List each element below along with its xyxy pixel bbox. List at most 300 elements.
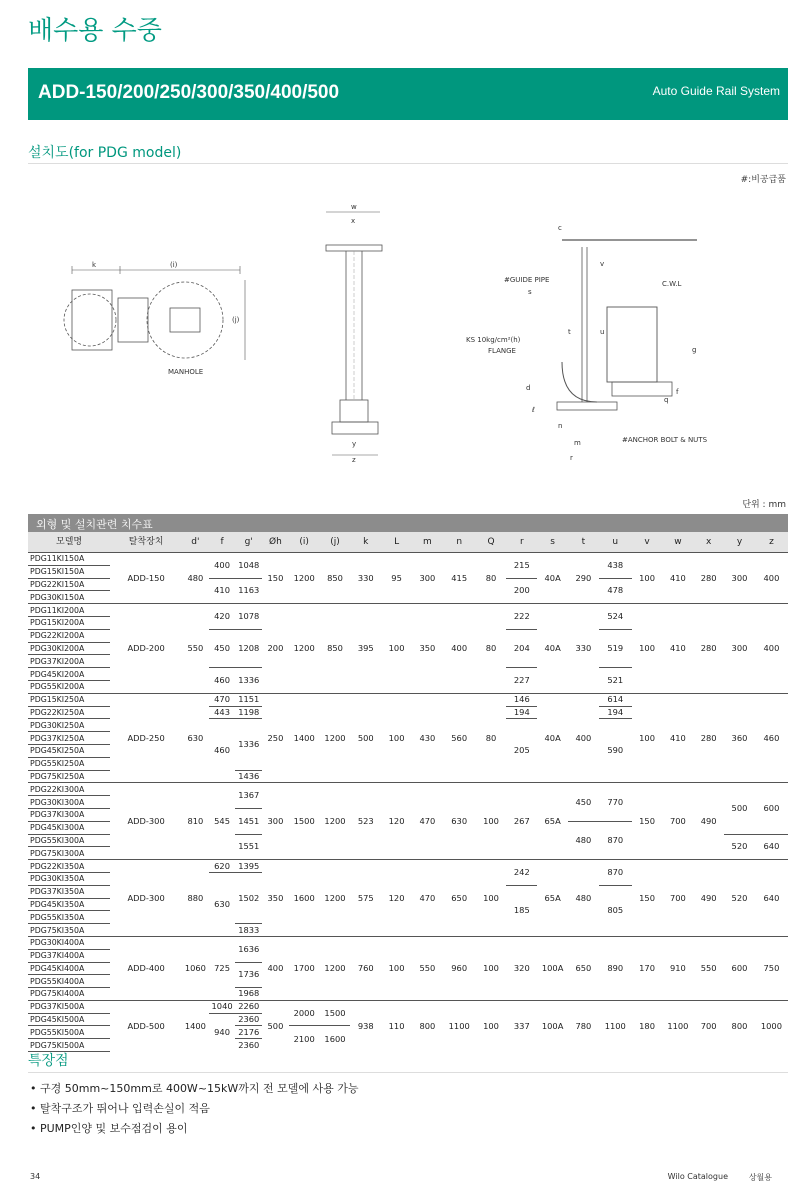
value-cell-f: 410 bbox=[214, 585, 230, 596]
system-name: Auto Guide Rail System bbox=[652, 84, 780, 98]
value-cell-d: 630 bbox=[182, 693, 209, 783]
value-cell-z: 600 bbox=[755, 783, 788, 834]
value-cell-i: 2100 bbox=[293, 1033, 315, 1044]
column-header: n bbox=[443, 532, 476, 553]
column-header: g' bbox=[235, 532, 262, 553]
value-cell-u: 770 bbox=[599, 783, 632, 821]
value-cell-u: 890 bbox=[599, 936, 632, 1000]
value-cell-v: 150 bbox=[632, 860, 663, 937]
label-flange: FLANGE bbox=[488, 347, 516, 355]
value-cell-n: 400 bbox=[443, 604, 476, 694]
value-cell-u: 478 bbox=[607, 585, 624, 596]
model-name-cell: PDG37KI500A bbox=[28, 1000, 110, 1013]
value-cell-k: 575 bbox=[350, 860, 381, 937]
value-cell-L: 100 bbox=[381, 604, 412, 694]
value-cell-g: 1336 bbox=[235, 719, 262, 770]
value-cell-u: 438 bbox=[599, 553, 632, 579]
value-cell-g: 1151 bbox=[235, 693, 262, 706]
value-cell-L: 100 bbox=[381, 693, 412, 783]
value-cell-g: 1451 bbox=[235, 808, 262, 834]
value-cell-y: 300 bbox=[724, 604, 755, 694]
value-cell-z: 400 bbox=[755, 553, 788, 604]
value-cell-j: 1200 bbox=[320, 693, 351, 783]
label-y: y bbox=[352, 440, 357, 448]
value-cell-i: 1600 bbox=[289, 860, 320, 937]
model-name-cell: PDG30KI400A bbox=[28, 936, 110, 949]
label-cwl: C.W.L bbox=[662, 280, 682, 288]
product-name: 상월용 bbox=[748, 1173, 772, 1182]
model-name-cell: PDG30KI150A bbox=[28, 591, 110, 604]
column-header: k bbox=[350, 532, 381, 553]
value-cell-d: 1400 bbox=[182, 1000, 209, 1051]
value-cell-f: 1040 bbox=[209, 1000, 236, 1013]
value-cell-f: 470 bbox=[209, 693, 236, 706]
value-cell-x: 700 bbox=[693, 1000, 724, 1051]
value-cell-y: 500 bbox=[724, 783, 755, 834]
divider bbox=[28, 163, 788, 164]
value-cell-Q: 100 bbox=[476, 783, 507, 860]
model-name-cell: PDG37KI400A bbox=[28, 949, 110, 962]
model-name-cell: PDG30KI250A bbox=[28, 719, 110, 732]
features-heading: 특장점 bbox=[28, 1053, 69, 1069]
value-cell-f: 450 bbox=[209, 629, 236, 667]
model-name-cell: PDG37KI350A bbox=[28, 885, 110, 898]
install-heading: 설치도(for PDG model) bbox=[28, 145, 182, 161]
model-name-cell: PDG45KI200A bbox=[28, 668, 110, 681]
value-cell-d: 480 bbox=[182, 553, 209, 604]
value-cell-x: 280 bbox=[693, 604, 724, 694]
value-cell-r: 222 bbox=[506, 604, 537, 630]
value-cell-L: 120 bbox=[381, 860, 412, 937]
table-caption-bar bbox=[28, 514, 788, 532]
value-cell-h: 150 bbox=[262, 553, 289, 604]
value-cell-Q: 80 bbox=[476, 553, 507, 604]
value-cell-r: 320 bbox=[506, 936, 537, 1000]
value-cell-z: 1000 bbox=[755, 1000, 788, 1051]
value-cell-s: 40A bbox=[537, 693, 568, 783]
value-cell-f: 460 bbox=[214, 745, 230, 756]
label-k: k bbox=[92, 261, 97, 269]
model-name-cell: PDG37KI300A bbox=[28, 808, 110, 821]
value-cell-j: 1200 bbox=[320, 860, 351, 937]
value-cell-g: 2360 bbox=[235, 1013, 262, 1026]
value-cell-g: 1367 bbox=[235, 783, 262, 809]
value-cell-g: 1436 bbox=[238, 770, 260, 781]
value-cell-n: 560 bbox=[443, 693, 476, 783]
label-manhole: MANHOLE bbox=[168, 368, 204, 376]
value-cell-y: 520 bbox=[731, 841, 748, 852]
value-cell-r: 204 bbox=[506, 629, 537, 667]
value-cell-x: 280 bbox=[693, 553, 724, 604]
unit-cell: ADD-400 bbox=[110, 936, 182, 1000]
value-cell-m: 470 bbox=[412, 783, 443, 860]
value-cell-f: 400 bbox=[209, 553, 236, 579]
value-cell-s: 40A bbox=[537, 604, 568, 694]
value-cell-h: 500 bbox=[262, 1000, 289, 1051]
column-header: x bbox=[693, 532, 724, 553]
value-cell-k: 760 bbox=[350, 936, 381, 1000]
value-cell-y: 300 bbox=[724, 553, 755, 604]
value-cell-f: 545 bbox=[209, 783, 236, 860]
value-cell-g: 1208 bbox=[235, 629, 262, 667]
model-name-cell: PDG22KI150A bbox=[28, 578, 110, 591]
model-name-cell: PDG55KI350A bbox=[28, 911, 110, 924]
label-s: s bbox=[528, 288, 532, 296]
column-header: d' bbox=[182, 532, 209, 553]
value-cell-s: 65A bbox=[537, 860, 568, 937]
value-cell-t: 290 bbox=[568, 553, 599, 604]
column-header: m bbox=[412, 532, 443, 553]
label-x: x bbox=[351, 217, 356, 225]
value-cell-k: 938 bbox=[350, 1000, 381, 1051]
model-range: ADD-150/200/250/300/350/400/500 bbox=[38, 82, 340, 103]
value-cell-m: 430 bbox=[412, 693, 443, 783]
value-cell-i: 1200 bbox=[289, 553, 320, 604]
value-cell-z: 640 bbox=[755, 860, 788, 937]
value-cell-s: 100A bbox=[537, 936, 568, 1000]
model-name-cell: PDG15KI150A bbox=[28, 565, 110, 578]
value-cell-j: 1500 bbox=[320, 1000, 351, 1026]
value-cell-f: 940 bbox=[214, 1027, 230, 1038]
value-cell-g: 2176 bbox=[235, 1026, 262, 1039]
unit-cell: ADD-250 bbox=[110, 693, 182, 783]
column-header: (i) bbox=[289, 532, 320, 553]
value-cell-s: 40A bbox=[537, 553, 568, 604]
label-v: v bbox=[600, 260, 605, 268]
value-cell-L: 120 bbox=[381, 783, 412, 860]
value-cell-y: 800 bbox=[724, 1000, 755, 1051]
value-cell-u: 1100 bbox=[599, 1000, 632, 1051]
value-cell-h: 250 bbox=[262, 693, 289, 783]
model-name-cell: PDG15KI250A bbox=[28, 693, 110, 706]
model-name-cell: PDG55KI300A bbox=[28, 834, 110, 847]
model-banner bbox=[28, 68, 788, 120]
value-cell-u: 521 bbox=[607, 674, 624, 685]
value-cell-r: 215 bbox=[506, 553, 537, 579]
value-cell-m: 470 bbox=[412, 860, 443, 937]
unit-cell: ADD-200 bbox=[110, 604, 182, 694]
unit-cell: ADD-300 bbox=[110, 783, 182, 860]
value-cell-z: 460 bbox=[755, 693, 788, 783]
column-header: t bbox=[568, 532, 599, 553]
column-header: 모델명 bbox=[28, 532, 110, 553]
value-cell-v: 180 bbox=[632, 1000, 663, 1051]
value-cell-g: 1833 bbox=[238, 924, 260, 935]
value-cell-j: 1200 bbox=[320, 783, 351, 860]
model-name-cell: PDG30KI300A bbox=[28, 796, 110, 809]
label-g: g bbox=[692, 346, 697, 354]
model-name-cell: PDG37KI200A bbox=[28, 655, 110, 668]
model-name-cell: PDG45KI500A bbox=[28, 1013, 110, 1026]
label-d: d bbox=[526, 384, 531, 392]
value-cell-d: 810 bbox=[182, 783, 209, 860]
value-cell-g: 1636 bbox=[235, 936, 262, 962]
value-cell-w: 700 bbox=[662, 860, 693, 937]
value-cell-h: 400 bbox=[262, 936, 289, 1000]
value-cell-k: 523 bbox=[350, 783, 381, 860]
value-cell-g: 1502 bbox=[235, 872, 262, 923]
value-cell-r: 227 bbox=[513, 674, 530, 685]
label-q: q bbox=[664, 396, 669, 404]
value-cell-Q: 100 bbox=[476, 936, 507, 1000]
value-cell-f: 420 bbox=[209, 604, 236, 630]
value-cell-i: 2000 bbox=[289, 1000, 320, 1026]
label-n: n bbox=[558, 422, 563, 430]
value-cell-g: 2360 bbox=[238, 1039, 260, 1050]
value-cell-g: 1048 bbox=[235, 553, 262, 579]
label-ks: KS 10kg/cm²(h) bbox=[466, 336, 521, 344]
rail-elevation-drawing bbox=[318, 200, 393, 470]
value-cell-x: 280 bbox=[693, 693, 724, 783]
label-t: t bbox=[568, 328, 571, 336]
table-row bbox=[28, 1000, 788, 1013]
value-cell-Q: 80 bbox=[476, 604, 507, 694]
value-cell-z: 640 bbox=[763, 841, 780, 852]
model-name-cell: PDG15KI200A bbox=[28, 616, 110, 629]
value-cell-j: 850 bbox=[320, 553, 351, 604]
value-cell-k: 330 bbox=[350, 553, 381, 604]
value-cell-w: 410 bbox=[662, 693, 693, 783]
value-cell-i: 1700 bbox=[289, 936, 320, 1000]
value-cell-Q: 80 bbox=[476, 693, 507, 783]
legend-note: #:비공급품 bbox=[740, 175, 786, 185]
column-header: Q bbox=[476, 532, 507, 553]
column-header: z bbox=[755, 532, 788, 553]
table-row bbox=[28, 553, 788, 566]
model-name-cell: PDG22KI350A bbox=[28, 860, 110, 873]
value-cell-r: 205 bbox=[513, 745, 530, 756]
column-header: w bbox=[662, 532, 693, 553]
column-header: s bbox=[537, 532, 568, 553]
value-cell-j: 1600 bbox=[324, 1033, 346, 1044]
value-cell-t: 330 bbox=[568, 604, 599, 694]
table-row bbox=[28, 783, 788, 796]
value-cell-t: 450 bbox=[568, 783, 599, 821]
column-header: (j) bbox=[320, 532, 351, 553]
table-header-row bbox=[28, 532, 788, 553]
value-cell-d: 550 bbox=[182, 604, 209, 694]
value-cell-r: 267 bbox=[506, 783, 537, 860]
column-header: y bbox=[724, 532, 755, 553]
model-name-cell: PDG45KI250A bbox=[28, 744, 110, 757]
value-cell-r: 337 bbox=[506, 1000, 537, 1051]
value-cell-u: 590 bbox=[607, 745, 624, 756]
value-cell-s: 100A bbox=[537, 1000, 568, 1051]
value-cell-m: 800 bbox=[412, 1000, 443, 1051]
model-name-cell: PDG22KI200A bbox=[28, 629, 110, 642]
value-cell-v: 100 bbox=[632, 693, 663, 783]
model-name-cell: PDG55KI200A bbox=[28, 680, 110, 693]
value-cell-g: 1336 bbox=[238, 674, 260, 685]
model-name-cell: PDG55KI400A bbox=[28, 975, 110, 988]
column-header: u bbox=[599, 532, 632, 553]
model-name-cell: PDG45KI300A bbox=[28, 821, 110, 834]
plan-view-drawing bbox=[60, 250, 260, 380]
value-cell-w: 700 bbox=[662, 783, 693, 860]
value-cell-n: 415 bbox=[443, 553, 476, 604]
feature-item: • PUMP인양 및 보수점검이 용이 bbox=[30, 1122, 188, 1135]
model-name-cell: PDG75KI500A bbox=[28, 1039, 110, 1052]
column-header: v bbox=[632, 532, 663, 553]
label-f: f bbox=[676, 388, 679, 396]
column-header: L bbox=[381, 532, 412, 553]
label-guide-pipe: #GUIDE PIPE bbox=[504, 276, 550, 284]
feature-item: • 탈착구조가 뛰어나 입력손실이 적음 bbox=[30, 1102, 210, 1115]
label-m: m bbox=[574, 439, 581, 447]
value-cell-L: 95 bbox=[381, 553, 412, 604]
model-name-cell: PDG75KI300A bbox=[28, 847, 110, 860]
column-header: Øh bbox=[262, 532, 289, 553]
value-cell-x: 550 bbox=[693, 936, 724, 1000]
value-cell-z: 750 bbox=[755, 936, 788, 1000]
value-cell-d: 1060 bbox=[182, 936, 209, 1000]
value-cell-f: 630 bbox=[214, 898, 230, 909]
value-cell-t: 480 bbox=[575, 834, 592, 845]
model-name-cell: PDG30KI200A bbox=[28, 642, 110, 655]
value-cell-h: 200 bbox=[262, 604, 289, 694]
table-row bbox=[28, 860, 788, 873]
label-i: (i) bbox=[170, 261, 178, 269]
model-name-cell: PDG45KI350A bbox=[28, 898, 110, 911]
page-number: 34 bbox=[30, 1172, 41, 1181]
unit-cell: ADD-500 bbox=[110, 1000, 182, 1051]
value-cell-s: 65A bbox=[537, 783, 568, 860]
value-cell-w: 1100 bbox=[662, 1000, 693, 1051]
value-cell-f: 620 bbox=[209, 860, 236, 873]
value-cell-g: 1968 bbox=[238, 988, 260, 999]
value-cell-g: 1078 bbox=[235, 604, 262, 630]
value-cell-x: 490 bbox=[693, 783, 724, 860]
value-cell-t: 400 bbox=[568, 693, 599, 783]
unit-cell: ADD-300 bbox=[110, 860, 182, 937]
value-cell-y: 600 bbox=[724, 936, 755, 1000]
value-cell-t: 480 bbox=[568, 860, 599, 937]
unit-cell: ADD-150 bbox=[110, 553, 182, 604]
value-cell-g: 1163 bbox=[238, 585, 260, 596]
value-cell-g: 2260 bbox=[235, 1000, 262, 1013]
value-cell-f: 460 bbox=[214, 674, 230, 685]
value-cell-f: 443 bbox=[209, 706, 236, 719]
value-cell-k: 500 bbox=[350, 693, 381, 783]
table-row bbox=[28, 693, 788, 706]
model-name-cell: PDG75KI350A bbox=[28, 924, 110, 937]
value-cell-u: 524 bbox=[599, 604, 632, 630]
pump-section-drawing bbox=[462, 212, 722, 467]
catalogue-name: Wilo Catalogue bbox=[667, 1172, 728, 1181]
value-cell-g: 1551 bbox=[238, 841, 260, 852]
value-cell-j: 850 bbox=[320, 604, 351, 694]
value-cell-y: 360 bbox=[724, 693, 755, 783]
value-cell-x: 490 bbox=[693, 860, 724, 937]
value-cell-v: 100 bbox=[632, 553, 663, 604]
value-cell-t: 780 bbox=[568, 1000, 599, 1051]
model-name-cell: PDG30KI350A bbox=[28, 872, 110, 885]
value-cell-t: 650 bbox=[568, 936, 599, 1000]
value-cell-v: 100 bbox=[632, 604, 663, 694]
value-cell-h: 300 bbox=[262, 783, 289, 860]
value-cell-g: 1395 bbox=[235, 860, 262, 873]
value-cell-L: 100 bbox=[381, 936, 412, 1000]
value-cell-n: 1100 bbox=[443, 1000, 476, 1051]
value-cell-h: 350 bbox=[262, 860, 289, 937]
unit-note: 단위 : mm bbox=[742, 500, 786, 510]
model-name-cell: PDG37KI250A bbox=[28, 732, 110, 745]
value-cell-w: 410 bbox=[662, 553, 693, 604]
column-header: 탈착장치 bbox=[110, 532, 182, 553]
model-name-cell: PDG75KI400A bbox=[28, 988, 110, 1001]
value-cell-u: 870 bbox=[607, 834, 624, 845]
value-cell-u: 194 bbox=[599, 706, 632, 719]
model-name-cell: PDG75KI250A bbox=[28, 770, 110, 783]
model-name-cell: PDG22KI250A bbox=[28, 706, 110, 719]
column-header: r bbox=[506, 532, 537, 553]
value-cell-f: 725 bbox=[209, 936, 236, 1000]
value-cell-r: 242 bbox=[506, 860, 537, 886]
value-cell-i: 1400 bbox=[289, 693, 320, 783]
value-cell-m: 300 bbox=[412, 553, 443, 604]
value-cell-L: 110 bbox=[381, 1000, 412, 1051]
model-name-cell: PDG55KI250A bbox=[28, 757, 110, 770]
value-cell-v: 170 bbox=[632, 936, 663, 1000]
value-cell-Q: 100 bbox=[476, 860, 507, 937]
label-u: u bbox=[600, 328, 605, 336]
dimension-table bbox=[28, 532, 788, 1052]
divider bbox=[28, 1072, 788, 1073]
value-cell-m: 550 bbox=[412, 936, 443, 1000]
label-c: c bbox=[558, 224, 562, 232]
label-w: w bbox=[351, 203, 357, 211]
label-anchor: #ANCHOR BOLT & NUTS bbox=[622, 436, 708, 444]
value-cell-i: 1200 bbox=[289, 604, 320, 694]
value-cell-d: 880 bbox=[182, 860, 209, 937]
value-cell-n: 630 bbox=[443, 783, 476, 860]
value-cell-u: 614 bbox=[599, 693, 632, 706]
value-cell-m: 350 bbox=[412, 604, 443, 694]
value-cell-k: 395 bbox=[350, 604, 381, 694]
value-cell-r: 200 bbox=[513, 585, 530, 596]
value-cell-z: 400 bbox=[755, 604, 788, 694]
table-row bbox=[28, 936, 788, 949]
value-cell-r: 194 bbox=[506, 706, 537, 719]
value-cell-v: 150 bbox=[632, 783, 663, 860]
value-cell-j: 1200 bbox=[320, 936, 351, 1000]
value-cell-n: 650 bbox=[443, 860, 476, 937]
value-cell-u: 805 bbox=[607, 905, 624, 916]
value-cell-r: 146 bbox=[506, 693, 537, 706]
label-l: ℓ bbox=[532, 406, 535, 414]
model-name-cell: PDG11KI200A bbox=[28, 604, 110, 617]
model-name-cell: PDG22KI300A bbox=[28, 783, 110, 796]
label-r: r bbox=[570, 454, 573, 462]
table-caption: 외형 및 설치관련 치수표 bbox=[36, 518, 153, 531]
model-name-cell: PDG55KI500A bbox=[28, 1026, 110, 1039]
feature-item: • 구경 50mm~150mm로 400W~15kW까지 전 모델에 사용 가능 bbox=[30, 1082, 359, 1095]
value-cell-n: 960 bbox=[443, 936, 476, 1000]
value-cell-i: 1500 bbox=[289, 783, 320, 860]
value-cell-Q: 100 bbox=[476, 1000, 507, 1051]
value-cell-g: 1198 bbox=[235, 706, 262, 719]
value-cell-y: 520 bbox=[724, 860, 755, 937]
value-cell-u: 870 bbox=[599, 860, 632, 886]
value-cell-w: 410 bbox=[662, 604, 693, 694]
value-cell-g: 1736 bbox=[235, 962, 262, 988]
page-title: 배수용 수중 bbox=[28, 16, 162, 46]
value-cell-r: 185 bbox=[513, 905, 530, 916]
table-row bbox=[28, 604, 788, 617]
model-name-cell: PDG11KI150A bbox=[28, 553, 110, 566]
value-cell-u: 519 bbox=[599, 629, 632, 667]
value-cell-w: 910 bbox=[662, 936, 693, 1000]
